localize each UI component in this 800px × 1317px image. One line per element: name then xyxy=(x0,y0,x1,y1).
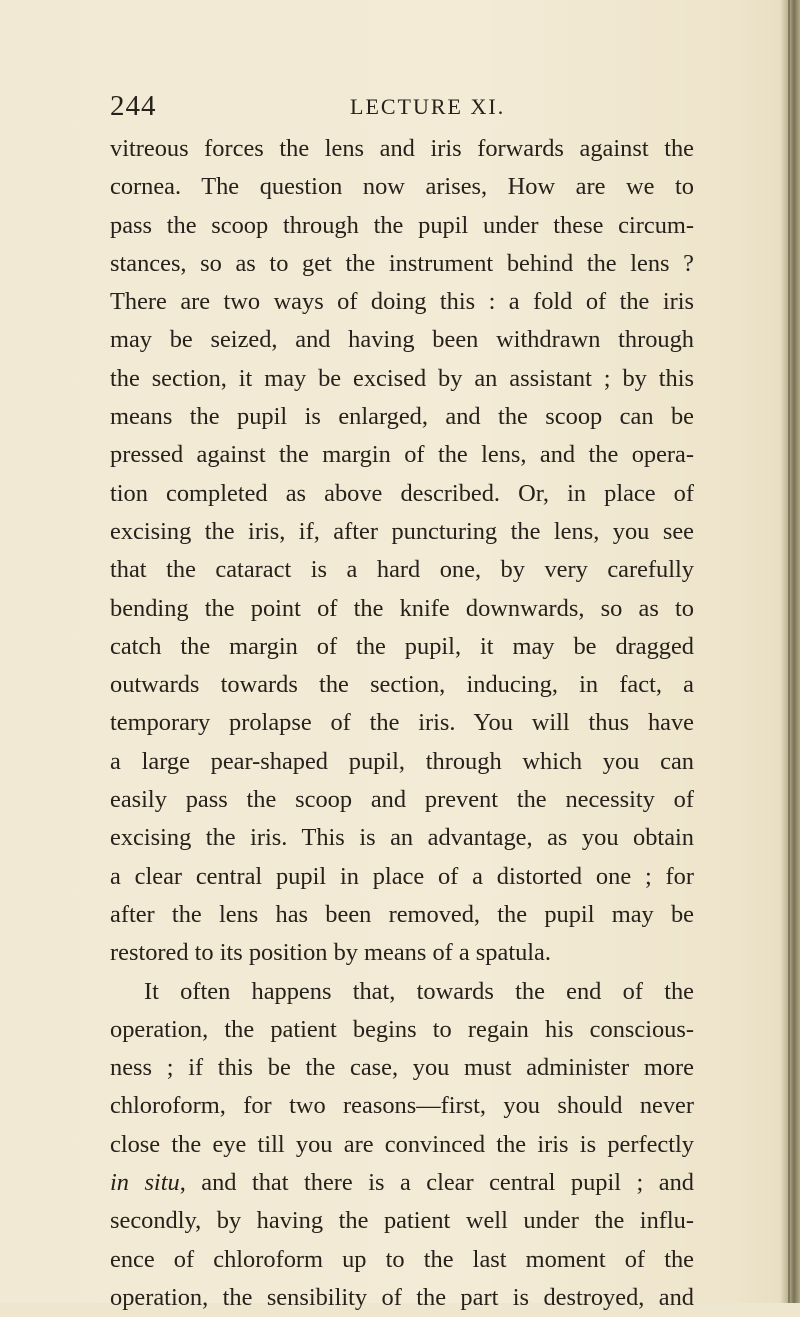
text-line: that the cataract is a hard one, by very carefully xyxy=(110,556,694,584)
line-remainder: , and that there is a clear central pupil ; and xyxy=(179,1169,694,1197)
paragraph-end-line: restored to its position by means of a spatula. xyxy=(110,939,551,967)
text-line: after the lens has been removed, the pupil may be xyxy=(110,900,694,928)
running-head: LECTURE XI. xyxy=(350,94,506,119)
italic-phrase: in situ xyxy=(110,1169,180,1197)
text-line: a clear central pupil in place of a distorted one ; for xyxy=(110,862,694,890)
text-line: ence of chloroform up to the last moment of the xyxy=(110,1245,694,1273)
text-line: means the pupil is enlarged, and the scoop can be xyxy=(110,403,694,431)
text-line: the section, it may be excised by an assistant ; by this xyxy=(110,364,694,392)
text-line: bending the point of the knife downwards, so as to xyxy=(110,594,694,622)
page-edge-shadow xyxy=(780,0,800,1303)
text-line: operation, the patient begins to regain his conscious- xyxy=(110,1015,694,1043)
text-line: ness ; if this be the case, you must administer more xyxy=(110,1054,694,1082)
page-header xyxy=(110,90,700,126)
text-line: a large pear-shaped pupil, through which you can xyxy=(110,747,694,775)
body-text xyxy=(110,130,694,1317)
text-line: pressed against the margin of the lens, and the opera- xyxy=(110,441,694,469)
paragraph-start-line: It often happens that, towards the end of the xyxy=(144,977,694,1005)
text-line: outwards towards the section, inducing, in fact, a xyxy=(110,671,694,699)
text-line: catch the margin of the pupil, it may be dragged xyxy=(110,632,694,660)
text-line: operation, the sensibility of the part is destroyed, and xyxy=(110,1283,694,1311)
text-line: tion completed as above described. Or, in place of xyxy=(110,479,694,507)
text-line: may be seized, and having been withdrawn through xyxy=(110,326,694,354)
text-line: excising the iris. This is an advantage, as you obtain xyxy=(110,824,694,852)
page-number: 244 xyxy=(110,90,157,122)
text-line-in-situ xyxy=(110,1164,694,1202)
text-line: cornea. The question now arises, How are we to xyxy=(110,173,694,201)
text-line: stances, so as to get the instrument behind the lens ? xyxy=(110,249,694,277)
text-line: pass the scoop through the pupil under these circum- xyxy=(110,211,694,239)
text-line: close the eye till you are convinced the iris is perfectly xyxy=(110,1130,694,1158)
text-line: excising the iris, if, after puncturing the lens, you see xyxy=(110,517,694,545)
text-line: vitreous forces the lens and iris forwards against the xyxy=(110,135,694,162)
text-line: secondly, by having the patient well under the influ- xyxy=(110,1207,694,1235)
text-line: chloroform, for two reasons—first, you should never xyxy=(110,1092,694,1120)
text-line: easily pass the scoop and prevent the necessity of xyxy=(110,786,694,814)
text-line: There are two ways of doing this : a fold of the iris xyxy=(110,288,694,316)
page-edge-line xyxy=(788,0,790,1303)
text-line: temporary prolapse of the iris. You will thus have xyxy=(110,709,694,737)
